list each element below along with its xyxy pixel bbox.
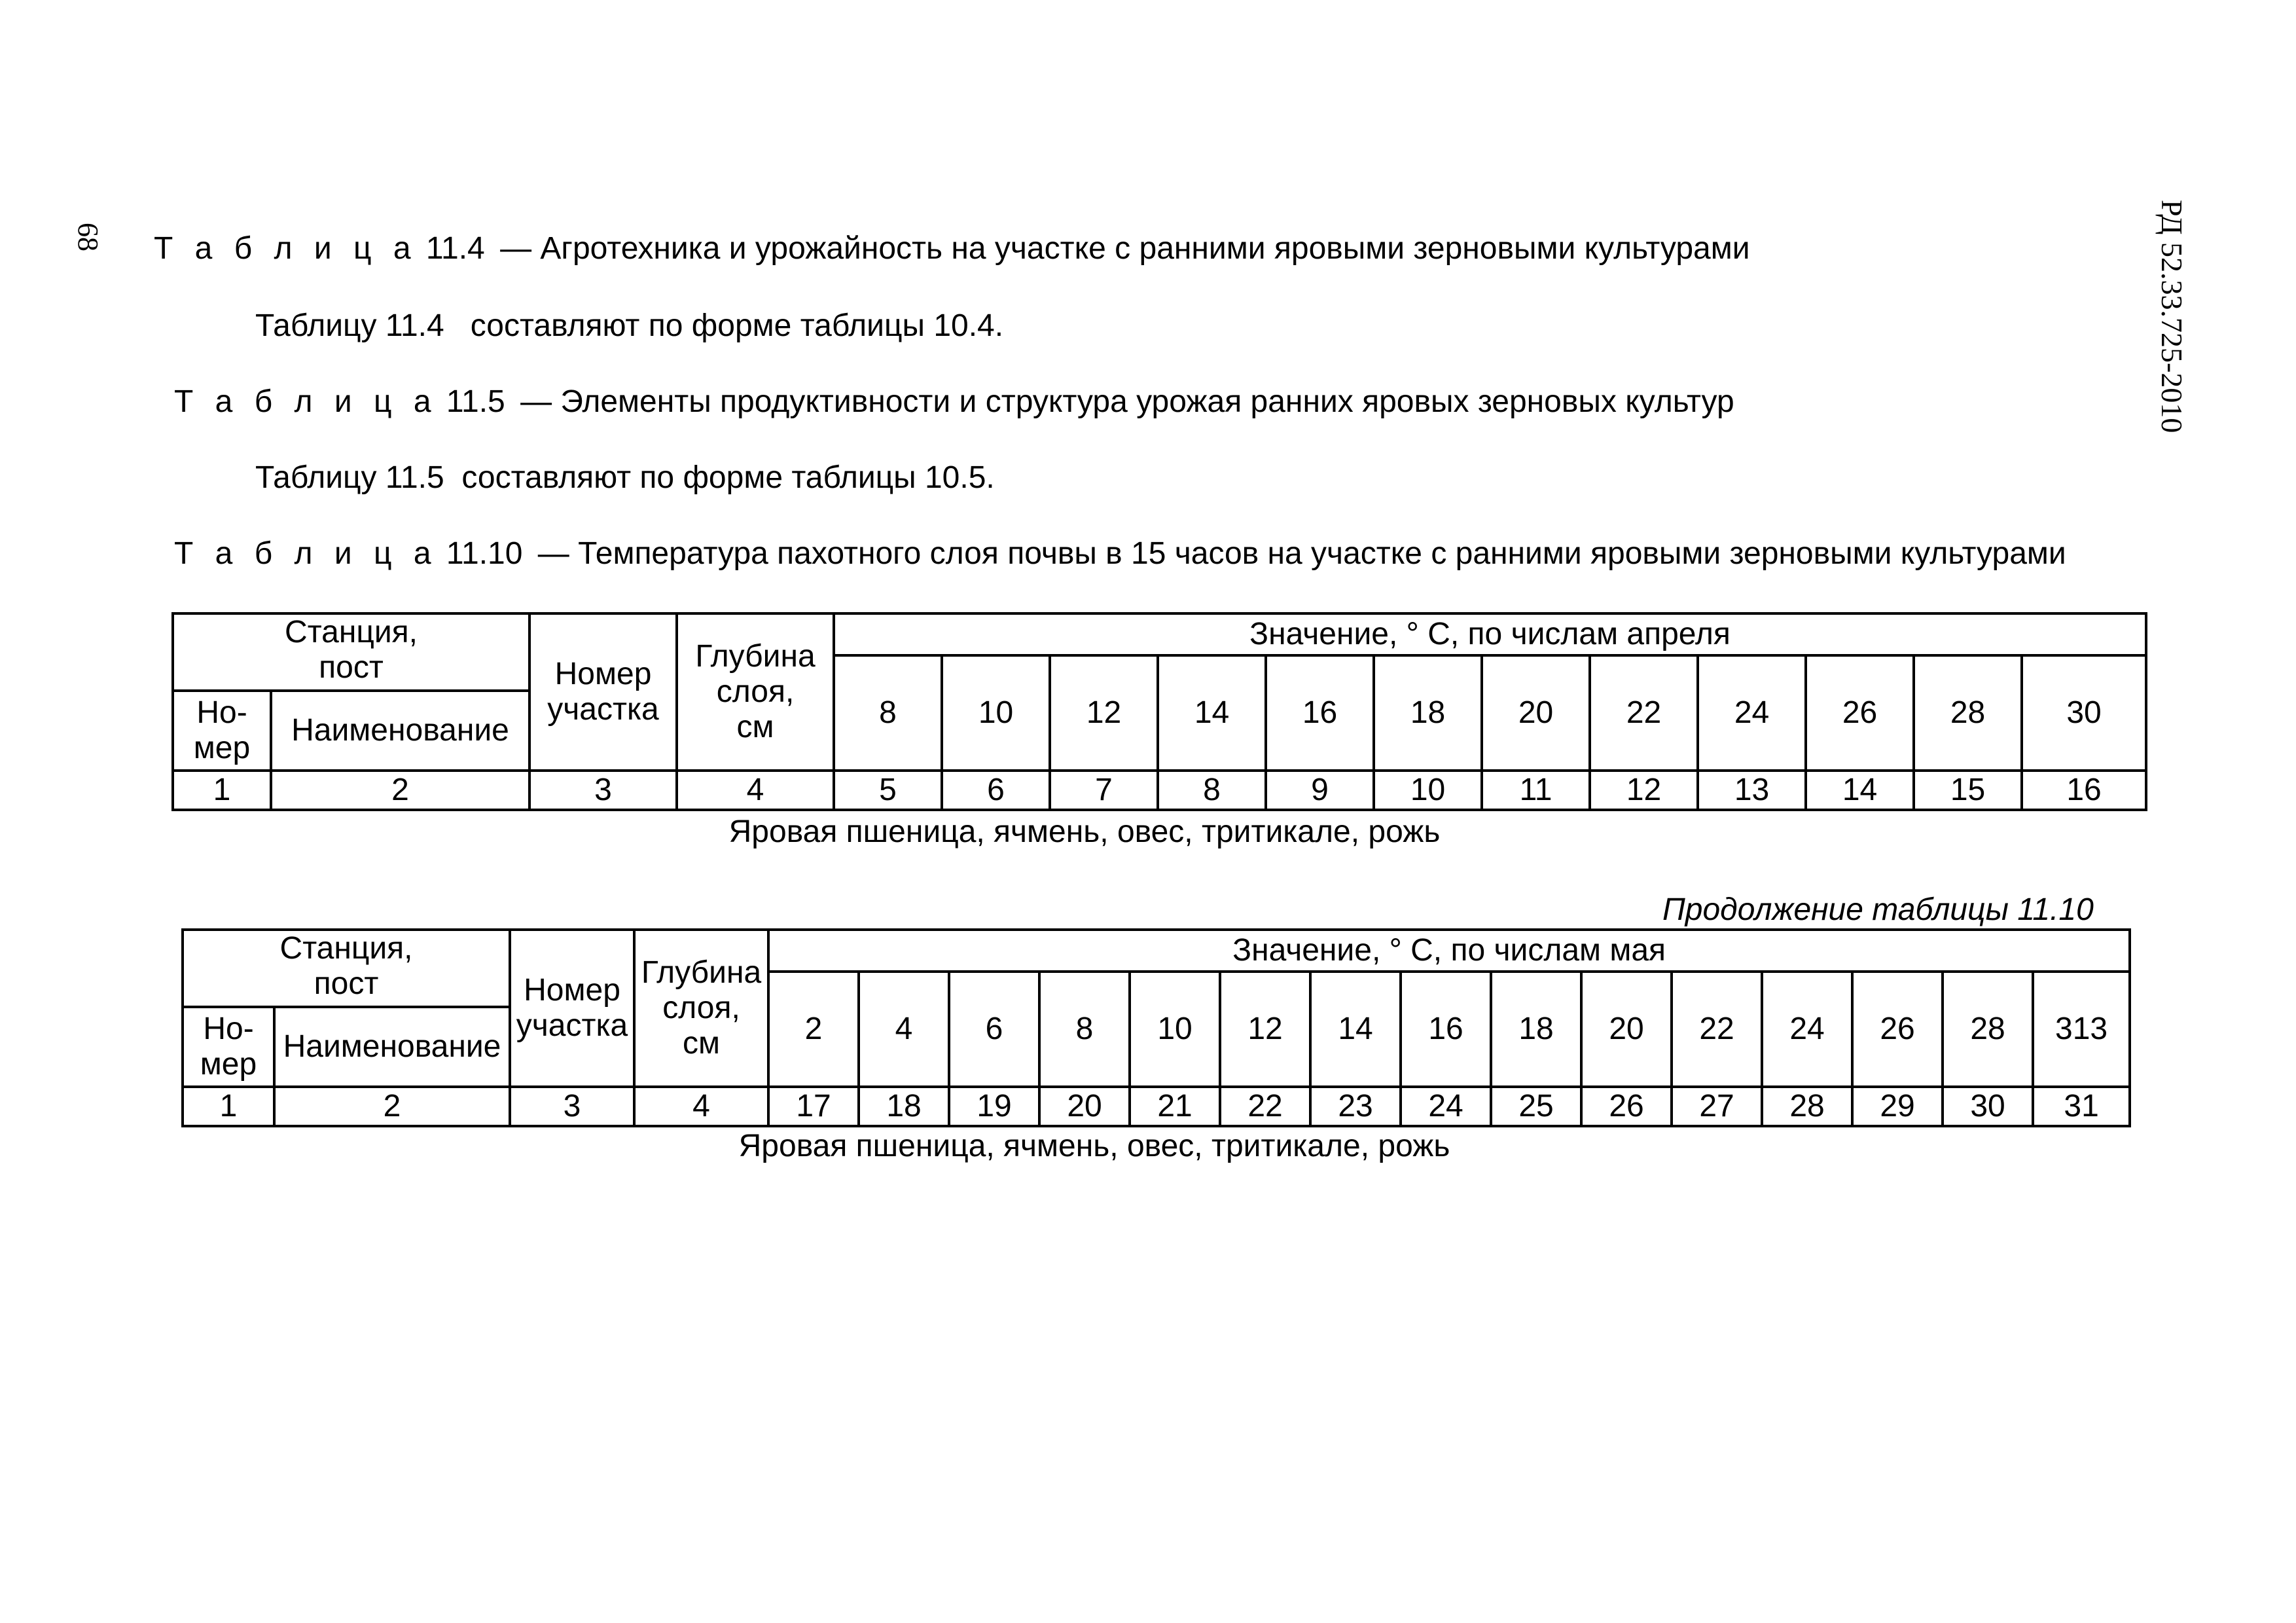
column-number: 29 xyxy=(1852,1087,1943,1126)
day-header: 16 xyxy=(1266,655,1374,771)
column-number: 1 xyxy=(183,1087,274,1126)
value-header: Значение, ° С, по числам мая xyxy=(768,930,2130,972)
column-number: 7 xyxy=(1050,771,1158,810)
column-number: 5 xyxy=(834,771,942,810)
table-title: — Агротехника и урожайность на участке с ранними яровыми зерновыми культурами xyxy=(500,231,1750,266)
plot-number-header: Номер участка xyxy=(529,613,677,771)
column-number: 6 xyxy=(942,771,1050,810)
column-number: 24 xyxy=(1401,1087,1491,1126)
day-header: 8 xyxy=(834,655,942,771)
day-header: 4 xyxy=(859,972,949,1087)
table-caption: Яровая пшеница, ячмень, овес, тритикале, рожь xyxy=(728,814,1441,849)
column-number: 27 xyxy=(1672,1087,1762,1126)
column-number: 25 xyxy=(1491,1087,1581,1126)
column-number: 10 xyxy=(1374,771,1482,810)
day-header: 22 xyxy=(1672,972,1762,1087)
day-header: 20 xyxy=(1581,972,1672,1087)
table-title: — Температура пахотного слоя почвы в 15 часов на участке с ранними яровыми зерновыми культурами xyxy=(537,536,2066,571)
day-header: 24 xyxy=(1698,655,1806,771)
column-number: 30 xyxy=(1943,1087,2033,1126)
station-header: Станция, пост xyxy=(173,613,529,691)
table-label: Т а б л и ц а xyxy=(174,536,438,571)
page-number: 68 xyxy=(72,223,104,251)
day-header: 28 xyxy=(1914,655,2022,771)
day-header: 6 xyxy=(949,972,1039,1087)
day-header: 28 xyxy=(1943,972,2033,1087)
column-number: 22 xyxy=(1220,1087,1310,1126)
column-number: 28 xyxy=(1762,1087,1852,1126)
day-header: 10 xyxy=(942,655,1050,771)
table-label: Т а б л и ц а xyxy=(154,231,418,266)
day-header: 18 xyxy=(1374,655,1482,771)
day-header: 12 xyxy=(1050,655,1158,771)
column-number: 1 xyxy=(173,771,271,810)
day-header: 20 xyxy=(1482,655,1590,771)
table-number: 11.5 xyxy=(446,384,505,419)
column-number: 19 xyxy=(949,1087,1039,1126)
column-number: 26 xyxy=(1581,1087,1672,1126)
table-caption: Яровая пшеница, ячмень, овес, тритикале, рожь xyxy=(738,1129,1450,1163)
continuation-label: Продолжение таблицы 11.10 xyxy=(1662,892,2094,927)
table-11-4-note: Таблицу 11.4 составляют по форме таблицы 10.4. xyxy=(255,308,1004,343)
column-number: 18 xyxy=(859,1087,949,1126)
station-name-header: Наименование xyxy=(271,691,529,771)
depth-header: Глубина слоя, см xyxy=(677,613,834,771)
table-11-4-heading xyxy=(154,230,1750,266)
column-number: 20 xyxy=(1039,1087,1130,1126)
day-header: 12 xyxy=(1220,972,1310,1087)
column-number: 2 xyxy=(274,1087,510,1126)
station-header: Станция, пост xyxy=(183,930,510,1007)
day-header: 30 xyxy=(2022,655,2146,771)
day-header: 26 xyxy=(1852,972,1943,1087)
column-number: 23 xyxy=(1310,1087,1401,1126)
table-11-10-heading xyxy=(174,536,2066,572)
table-11-5-heading xyxy=(174,384,1734,420)
column-number: 17 xyxy=(768,1087,859,1126)
table-label: Т а б л и ц а xyxy=(174,384,438,419)
column-number: 4 xyxy=(634,1087,768,1126)
table-number: 11.4 xyxy=(425,231,485,266)
column-number: 12 xyxy=(1590,771,1698,810)
column-number: 2 xyxy=(271,771,529,810)
day-header: 16 xyxy=(1401,972,1491,1087)
column-number: 3 xyxy=(529,771,677,810)
day-header: 22 xyxy=(1590,655,1698,771)
day-header: 26 xyxy=(1806,655,1914,771)
column-number: 13 xyxy=(1698,771,1806,810)
day-header: 8 xyxy=(1039,972,1130,1087)
day-header: 313 xyxy=(2033,972,2130,1087)
column-number: 11 xyxy=(1482,771,1590,810)
temperature-table-april xyxy=(171,612,2147,811)
table-11-5-note: Таблицу 11.5 составляют по форме таблицы 10.5. xyxy=(255,460,995,495)
day-header: 18 xyxy=(1491,972,1581,1087)
column-number: 21 xyxy=(1130,1087,1220,1126)
station-number-header: Но- мер xyxy=(173,691,271,771)
column-number: 14 xyxy=(1806,771,1914,810)
station-name-header: Наименование xyxy=(274,1007,510,1087)
column-number: 9 xyxy=(1266,771,1374,810)
value-header: Значение, ° С, по числам апреля xyxy=(834,613,2146,655)
day-header: 14 xyxy=(1310,972,1401,1087)
document-id: РД 52.33.725-2010 xyxy=(2155,200,2189,433)
table-number: 11.10 xyxy=(446,536,523,571)
column-number: 31 xyxy=(2033,1087,2130,1126)
column-number: 8 xyxy=(1158,771,1266,810)
day-header: 10 xyxy=(1130,972,1220,1087)
column-number: 4 xyxy=(677,771,834,810)
temperature-table-may xyxy=(181,928,2131,1127)
column-number: 15 xyxy=(1914,771,2022,810)
column-number: 3 xyxy=(510,1087,634,1126)
day-header: 2 xyxy=(768,972,859,1087)
day-header: 24 xyxy=(1762,972,1852,1087)
table-title: — Элементы продуктивности и структура урожая ранних яровых зерновых культур xyxy=(520,384,1734,419)
station-number-header: Но- мер xyxy=(183,1007,274,1087)
plot-number-header: Номер участка xyxy=(510,930,634,1087)
day-header: 14 xyxy=(1158,655,1266,771)
column-number: 16 xyxy=(2022,771,2146,810)
depth-header: Глубина слоя, см xyxy=(634,930,768,1087)
